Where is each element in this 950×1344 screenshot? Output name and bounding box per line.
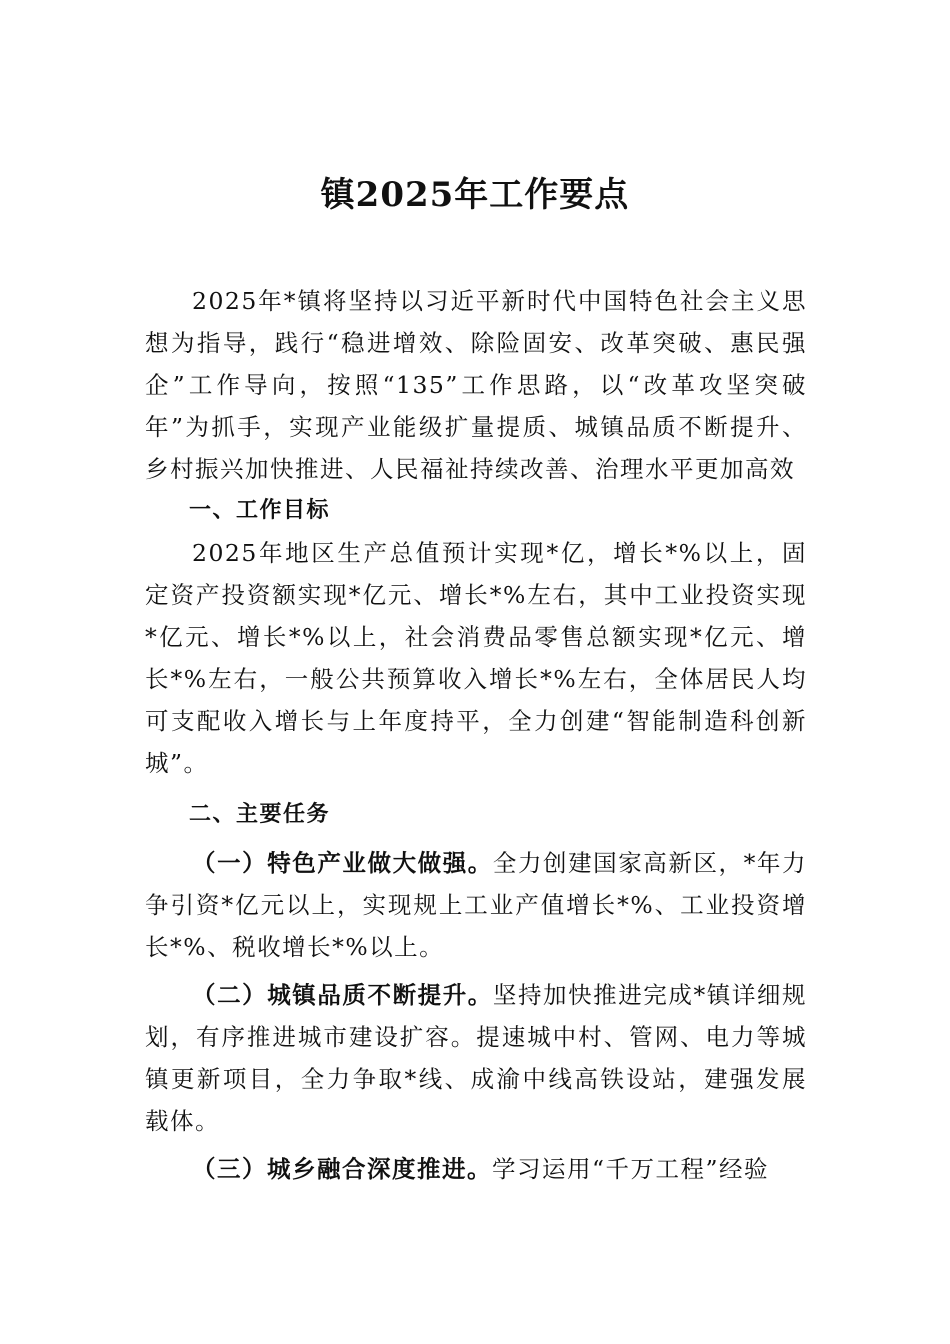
section-heading-goals: 一、工作目标 <box>189 498 331 523</box>
task-paragraph-2 <box>145 974 807 1142</box>
document-body <box>145 280 807 1190</box>
task-text-2: 坚持加快推进完成*镇详细规划，有序推进城市建设扩容。提速城中村、管网、电力等城镇更新项目，全力争取*线、成渝中线高铁设站，建强发展载体。 <box>145 981 807 1135</box>
task-paragraph-1 <box>145 842 807 968</box>
task-lead-3: （三）城乡融合深度推进。 <box>192 1155 492 1183</box>
task-text-3: 学习运用“千万工程”经验 <box>492 1155 770 1183</box>
goals-paragraph: 2025年地区生产总值预计实现*亿，增长*%以上，固定资产投资额实现*亿元、增长*%左右，其中工业投资实现*亿元、增长*%以上，社会消费品零售总额实现*亿元、增长*%左右，一般公共预算收入增长*%左右，全体居民人均可支配收入增长与上年度持平，全力创建“智能制造科创新城”。 <box>145 539 807 777</box>
intro-paragraph: 2025年*镇将坚持以习近平新时代中国特色社会主义思想为指导，践行“稳进增效、除险固安、改革突破、惠民强企”工作导向，按照“135”工作思路，以“改革攻坚突破年”为抓手，实现产业能级扩量提质、城镇品质不断提升、乡村振兴加快推进、人民福祉持续改善、治理水平更加高效 <box>145 287 807 483</box>
section-heading-tasks: 二、主要任务 <box>189 802 331 827</box>
task-paragraph-3 <box>145 1148 807 1190</box>
task-text-1: 全力创建国家高新区，*年力争引资*亿元以上，实现规上工业产值增长*%、工业投资增长*%、税收增长*%以上。 <box>145 849 807 961</box>
task-lead-1: （一）特色产业做大做强。 <box>192 849 493 877</box>
task-lead-2: （二）城镇品质不断提升。 <box>192 981 493 1009</box>
document-title: 镇2025年工作要点 <box>320 175 630 215</box>
